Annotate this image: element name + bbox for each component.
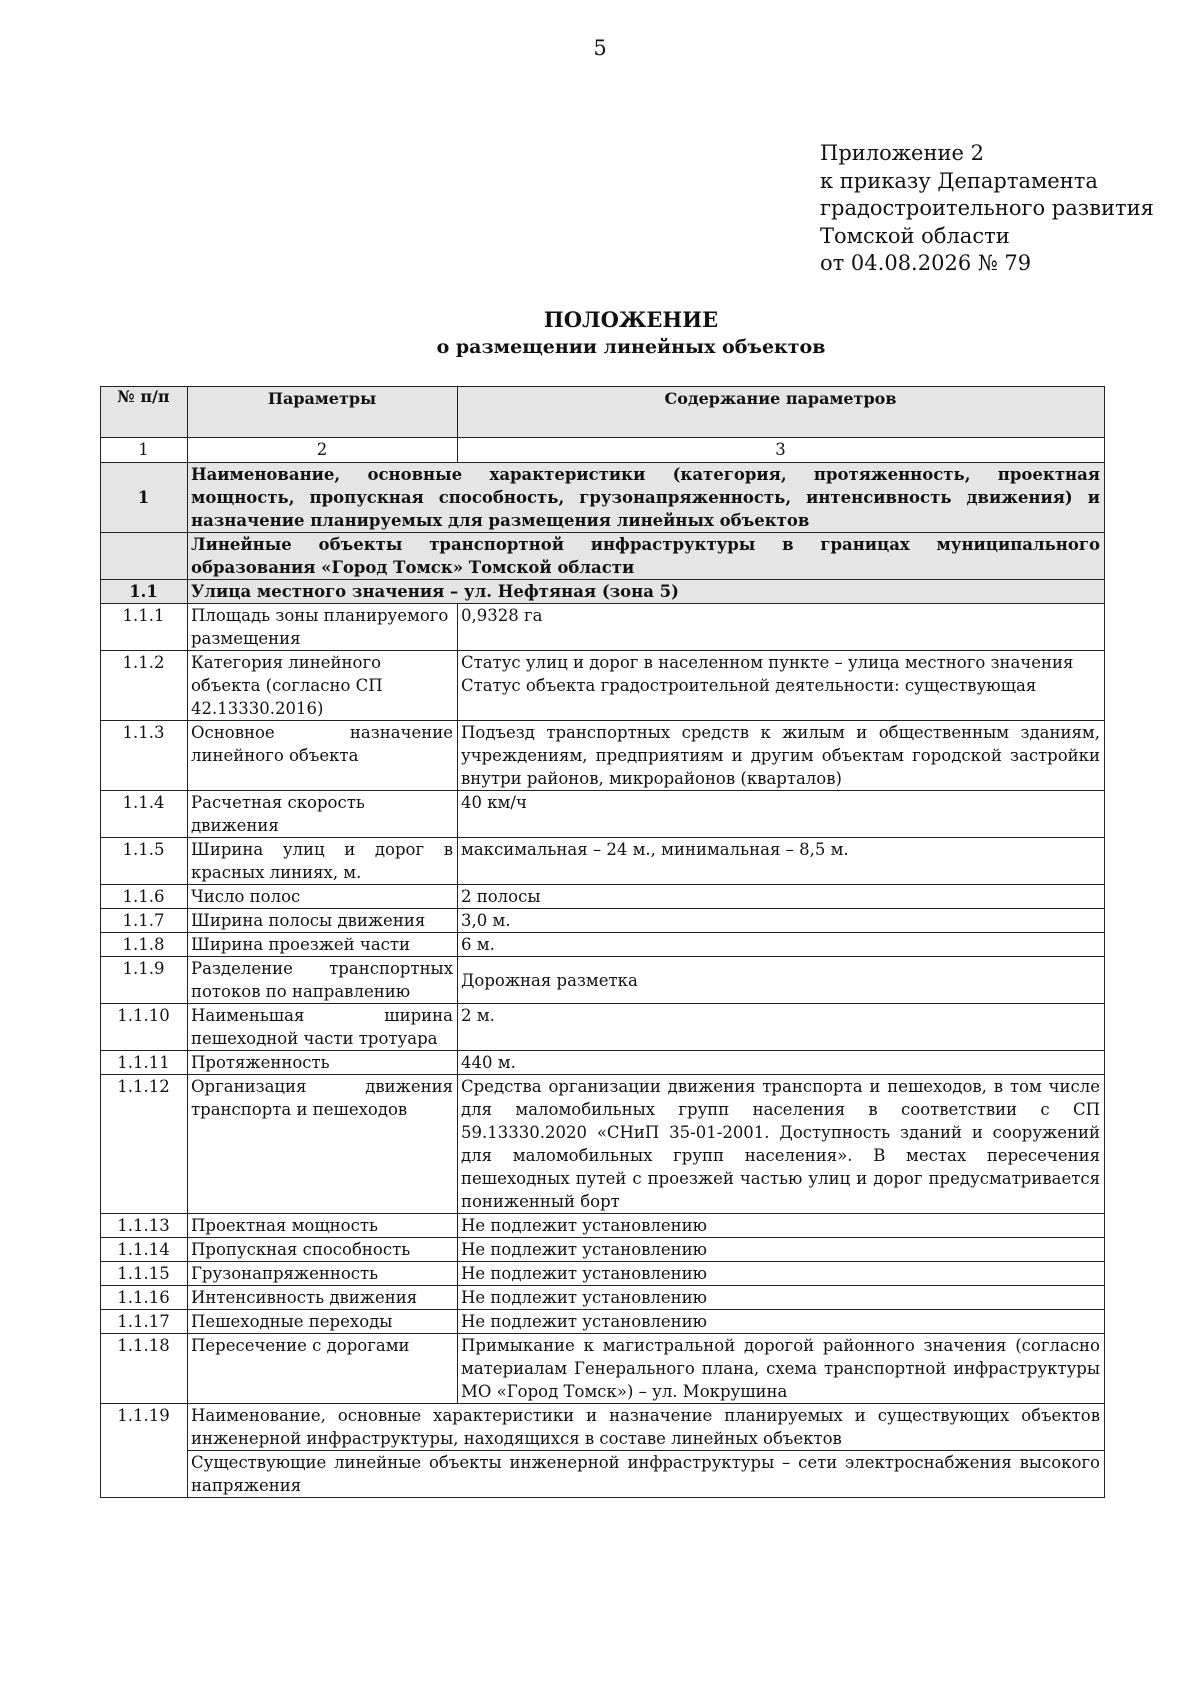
row-param: Пропускная способность [188,1238,458,1262]
row-param: Пешеходные переходы [188,1310,458,1334]
row-value: Не подлежит установлению [458,1238,1105,1262]
table-row [101,885,1105,909]
row-param: Ширина улиц и дорог в красных линиях, м. [188,838,458,885]
section-text: Наименование, основные характеристики (категория, протяженность, проектная мощность, пропускная способность, грузонапряженность, интенсивность движения) и назначение планируемых для размещения линейных объектов [188,463,1105,533]
table-row [101,909,1105,933]
row-number: 1.1.18 [101,1334,188,1404]
row-param: Площадь зоны планируемого размещения [188,604,458,651]
row-param: Ширина проезжей части [188,933,458,957]
row-number: 1.1.3 [101,721,188,791]
row-number: 1.1.11 [101,1051,188,1075]
column-numbers-row [101,438,1105,463]
table-row [101,1310,1105,1334]
appendix-line: от 04.08.2026 № 79 [820,251,1032,275]
table-row [101,1075,1105,1214]
header-params: Параметры [188,387,458,438]
section-row [101,463,1105,533]
row-param: Основное назначение линейного объекта [188,721,458,791]
table-row [101,957,1105,1004]
row-number: 1.1.10 [101,1004,188,1051]
column-number: 3 [458,438,1105,463]
row-value: 3,0 м. [458,909,1105,933]
row-number: 1.1.4 [101,791,188,838]
table-row [101,604,1105,651]
row-number: 1.1.17 [101,1310,188,1334]
empty-cell [101,533,188,580]
row-119-sub: Существующие линейные объекты инженерной инфраструктуры – сети электроснабжения высокого напряжения [188,1451,1105,1498]
appendix-line: Приложение 2 [820,141,984,165]
row-value: 2 м. [458,1004,1105,1051]
table-row [101,721,1105,791]
subsection-number: 1.1 [101,580,188,604]
table-row [101,1051,1105,1075]
appendix-block [820,140,1154,278]
header-number: № п/п [101,387,188,438]
row-value: Не подлежит установлению [458,1286,1105,1310]
subsection-title: Улица местного значения – ул. Нефтяная (зона 5) [188,580,1105,604]
row-value: Примыкание к магистральной дорогой районного значения (согласно материалам Генерального плана, схема транспортной инфраструктуры МО «Город Томск») – ул. Мокрушина [458,1334,1105,1404]
column-number: 1 [101,438,188,463]
table-row [101,1004,1105,1051]
section-number: 1 [101,463,188,533]
row-number: 1.1.6 [101,885,188,909]
row-value: Дорожная разметка [458,957,1105,1004]
table-row [101,838,1105,885]
table-row [101,1214,1105,1238]
table-row [101,1262,1105,1286]
table-row [101,933,1105,957]
row-number: 1.1.7 [101,909,188,933]
document-subtitle: о размещении линейных объектов [436,336,826,358]
row-value: Не подлежит установлению [458,1214,1105,1238]
subsection-11-row [101,580,1105,604]
row-value: Подъезд транспортных средств к жилым и общественным зданиям, учреждениям, предприятиям и другим объектам городской застройки внутри районов, микрорайонов (кварталов) [458,721,1105,791]
row-param: Интенсивность движения [188,1286,458,1310]
appendix-line: Томской области [820,223,1010,248]
row-param: Число полос [188,885,458,909]
row-param: Разделение транспортных потоков по направлению [188,957,458,1004]
subsection-text: Линейные объекты транспортной инфраструктуры в границах муниципального образования «Город Томск» Томской области [188,533,1105,580]
row-number: 1.1.1 [101,604,188,651]
row-value: 440 м. [458,1051,1105,1075]
row-number: 1.1.2 [101,651,188,721]
page-number: 5 [593,36,607,60]
row-value: 6 м. [458,933,1105,957]
document-title: ПОЛОЖЕНИЕ [543,307,719,332]
row-value: 2 полосы [458,885,1105,909]
row-param: Наименьшая ширина пешеходной части тротуара [188,1004,458,1051]
row-number: 1.1.19 [101,1404,188,1498]
row-119-text: Наименование, основные характеристики и назначение планируемых и существующих объектов инженерной инфраструктуры, находящихся в составе линейных объектов [188,1404,1105,1451]
table-row [101,1238,1105,1262]
parameters-table [100,386,1105,1498]
row-param: Организация движения транспорта и пешеходов [188,1075,458,1214]
row-1-1-19 [101,1404,1105,1451]
row-number: 1.1.5 [101,838,188,885]
row-value: Средства организации движения транспорта и пешеходов, в том числе для маломобильных групп населения в соответствии с СП 59.13330.2020 «СНиП 35-01-2001. Доступность зданий и сооружений для маломобильных групп населения». В местах пересечения пешеходных путей с проезжей частью улиц и дорог предусматривается пониженный борт [458,1075,1105,1214]
column-number: 2 [188,438,458,463]
row-1-1-19-sub [101,1451,1105,1498]
row-value: 40 км/ч [458,791,1105,838]
row-param: Расчетная скорость движения [188,791,458,838]
appendix-line: градостроительного развития [820,196,1154,220]
subsection-row [101,533,1105,580]
row-number: 1.1.9 [101,957,188,1004]
row-param: Пересечение с дорогами [188,1334,458,1404]
table-row [101,1286,1105,1310]
row-number: 1.1.8 [101,933,188,957]
row-value: Не подлежит установлению [458,1262,1105,1286]
row-param: Грузонапряженность [188,1262,458,1286]
row-number: 1.1.16 [101,1286,188,1310]
row-param: Проектная мощность [188,1214,458,1238]
table-header-row [101,387,1105,438]
row-value: 0,9328 га [458,604,1105,651]
table-row [101,791,1105,838]
row-number: 1.1.12 [101,1075,188,1214]
row-value: Статус улиц и дорог в населенном пункте – улица местного значения Статус объекта градостроительной деятельности: существующая [458,651,1105,721]
row-number: 1.1.13 [101,1214,188,1238]
row-param: Категория линейного объекта (согласно СП 42.13330.2016) [188,651,458,721]
row-value: Не подлежит установлению [458,1310,1105,1334]
table-row [101,1334,1105,1404]
appendix-line: к приказу Департамента [820,168,1098,193]
row-value: максимальная – 24 м., минимальная – 8,5 м. [458,838,1105,885]
table-row [101,651,1105,721]
row-param: Протяженность [188,1051,458,1075]
row-param: Ширина полосы движения [188,909,458,933]
header-content: Содержание параметров [458,387,1105,438]
row-number: 1.1.15 [101,1262,188,1286]
row-number: 1.1.14 [101,1238,188,1262]
